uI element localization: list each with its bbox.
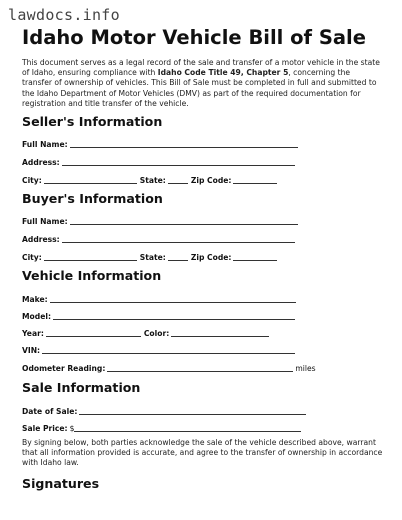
buyer-city-label: City: [22, 253, 42, 262]
seller-city-label: City: [22, 176, 42, 185]
sale-date-field[interactable] [79, 413, 306, 415]
seller-city-row [22, 173, 277, 185]
buyer-state-field[interactable] [168, 259, 188, 261]
buyer-full-name-row [22, 214, 298, 226]
vehicle-make-field[interactable] [50, 301, 296, 303]
seller-full-name-field[interactable] [70, 146, 298, 148]
seller-address-label: Address: [22, 158, 60, 167]
vehicle-color-label: Color: [143, 329, 170, 338]
seller-state-field[interactable] [168, 182, 188, 184]
buyer-section-heading: Buyer's Information [22, 191, 163, 206]
vehicle-model-row [22, 309, 295, 321]
sale-date-label: Date of Sale: [22, 407, 78, 416]
buyer-address-label: Address: [22, 235, 60, 244]
vehicle-section-heading: Vehicle Information [22, 268, 162, 283]
vehicle-model-label: Model: [22, 312, 51, 321]
acknowledgement-paragraph: By signing below, both parties acknowledge the sale of the vehicle described above, warrant that all information provided is accurate, and agree to the transfer of ownership in accordance with Idaho law. [22, 438, 383, 468]
vehicle-make-row [22, 292, 296, 304]
seller-address-field[interactable] [62, 164, 295, 166]
vehicle-vin-label: VIN: [22, 346, 41, 355]
buyer-city-field[interactable] [44, 259, 137, 261]
buyer-zip-label: Zip Code: [190, 253, 232, 262]
seller-zip-label: Zip Code: [190, 176, 232, 185]
buyer-address-field[interactable] [62, 241, 295, 243]
vehicle-odometer-row [22, 361, 316, 373]
vehicle-make-label: Make: [22, 295, 48, 304]
buyer-zip-field[interactable] [233, 259, 277, 261]
buyer-address-row [22, 232, 295, 244]
intro-text-1: This document serves as a legal record of the sale and transfer of a motor vehicle in the state of Idaho, ensuring compliance with [22, 58, 380, 78]
vehicle-vin-row [22, 343, 295, 355]
vehicle-year-label: Year: [22, 329, 44, 338]
seller-section-heading: Seller's Information [22, 114, 163, 129]
seller-full-name-row [22, 137, 298, 149]
seller-state-label: State: [139, 176, 166, 185]
vehicle-odometer-unit: miles [295, 364, 316, 373]
document-title: Idaho Motor Vehicle Bill of Sale [22, 26, 366, 49]
sale-price-currency: $ [69, 424, 75, 433]
seller-zip-field[interactable] [233, 182, 277, 184]
sale-section-heading: Sale Information [22, 380, 141, 395]
vehicle-year-color-row [22, 326, 269, 338]
intro-paragraph [22, 58, 380, 109]
vehicle-model-field[interactable] [53, 318, 295, 320]
vehicle-odometer-field[interactable] [107, 370, 293, 372]
vehicle-odometer-label: Odometer Reading: [22, 364, 106, 373]
seller-city-field[interactable] [44, 182, 137, 184]
sale-date-row [22, 404, 306, 416]
site-watermark: lawdocs.info [8, 6, 120, 24]
intro-text-2: , concerning the transfer of ownership of vehicles. This Bill of Sale must be completed in full and submitted to the Idaho Department of Motor Vehicles (DMV) as part of the required documentation for registration and title transfer of the vehicle. [22, 68, 377, 108]
signatures-section-heading: Signatures [22, 476, 100, 491]
sale-price-row [22, 421, 301, 433]
buyer-full-name-field[interactable] [70, 223, 298, 225]
buyer-city-row [22, 250, 277, 262]
seller-address-row [22, 155, 295, 167]
buyer-full-name-label: Full Name: [22, 217, 68, 226]
sale-price-label: Sale Price: [22, 424, 68, 433]
buyer-state-label: State: [139, 253, 166, 262]
intro-statute: Idaho Code Title 49, Chapter 5 [157, 68, 289, 78]
seller-full-name-label: Full Name: [22, 140, 68, 149]
vehicle-vin-field[interactable] [42, 352, 295, 354]
vehicle-year-field[interactable] [46, 335, 141, 337]
vehicle-color-field[interactable] [171, 335, 269, 337]
sale-price-field[interactable] [74, 430, 301, 432]
